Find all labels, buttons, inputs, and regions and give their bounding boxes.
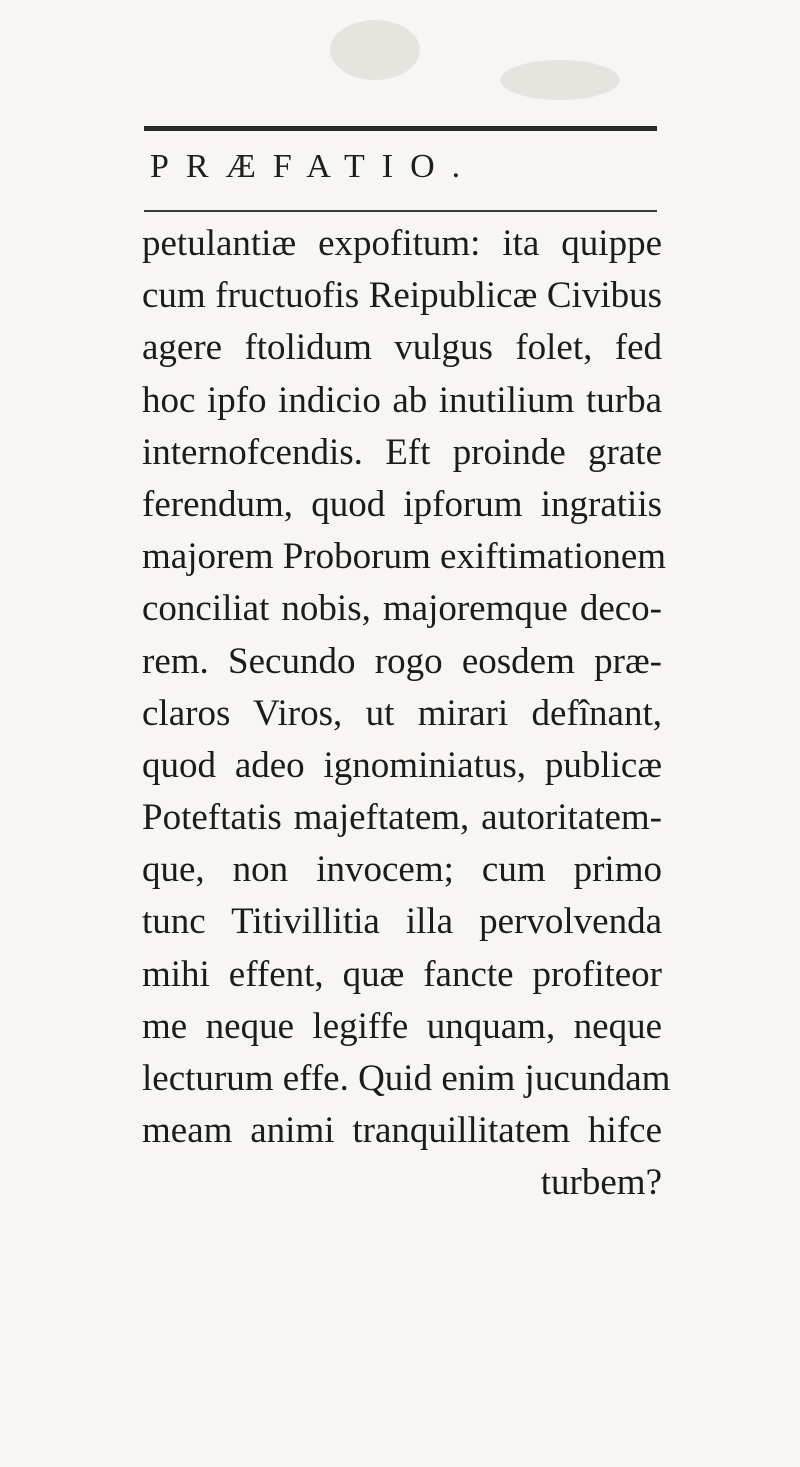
text-line: ferendum, quod ipforum ingratiis: [142, 483, 662, 525]
paper-stain: [330, 20, 420, 80]
text-line: meam animi tranquillitatem hifce: [142, 1110, 662, 1152]
text-line: claros Viros, ut mirari defînant,: [142, 692, 662, 734]
text-line: cum fructuofis Reipublicæ Civibus: [142, 275, 662, 317]
text-line: rem. Secundo rogo eosdem præ-: [142, 640, 662, 682]
header-rule-bottom: [144, 210, 657, 212]
running-head: PRÆFATIO.: [150, 148, 478, 185]
text-line: Poteftatis majeftatem, autoritatem-: [142, 797, 662, 839]
text-line: internofcendis. Eft proinde grate: [142, 431, 662, 473]
text-line: me neque legiffe unquam, neque: [142, 1005, 662, 1047]
text-line: mihi effent, quæ fancte profiteor: [142, 953, 662, 995]
text-line: petulantiæ expofitum: ita quippe: [142, 223, 662, 264]
text-line: quod adeo ignominiatus, publicæ: [142, 744, 662, 786]
paper-stain: [500, 60, 620, 100]
text-line-final: turbem?: [540, 1162, 662, 1204]
text-line: que, non invocem; cum primo: [142, 849, 662, 891]
text-line: majorem Proborum exiftimationem: [142, 536, 667, 578]
text-line: agere ftolidum vulgus folet, fed: [142, 327, 662, 369]
text-line: tunc Titivillitia illa pervolvenda: [142, 901, 662, 943]
header-rule-top: [144, 126, 657, 131]
text-line: hoc ipfo indicio ab inutilium turba: [142, 379, 662, 421]
text-line: lecturum effe. Quid enim jucundam: [142, 1058, 671, 1099]
body-text: [142, 218, 671, 1210]
text-line: conciliat nobis, majoremque deco-: [142, 588, 662, 630]
